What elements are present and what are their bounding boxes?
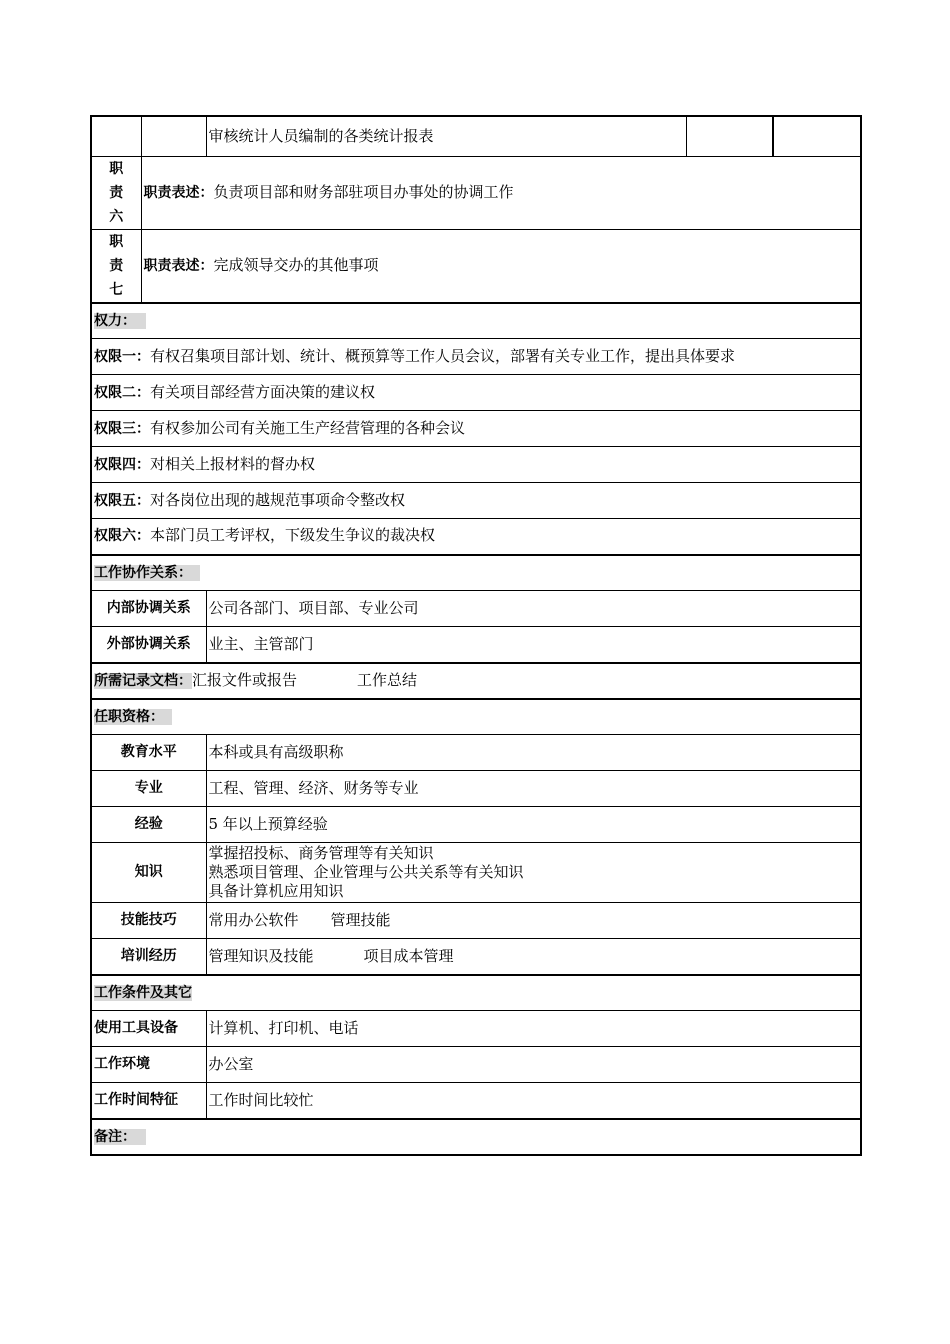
power-item-row <box>91 375 861 411</box>
qualifications-title: 任职资格： <box>94 708 164 725</box>
knowledge-line: 熟悉项目管理、企业管理与公共关系等有关知识 <box>208 863 524 881</box>
knowledge-label: 知识 <box>91 843 206 903</box>
duty-seven-char-1: 职 <box>109 233 124 250</box>
external-relations-label: 外部协调关系 <box>91 627 206 663</box>
relations-title-cell <box>91 555 861 591</box>
duty-seven-label <box>91 229 141 303</box>
records-cell <box>91 663 861 699</box>
duty-six-char-2: 责 <box>109 184 124 201</box>
power-item-text: 有权参加公司有关施工生产经营管理的各种会议 <box>150 418 466 437</box>
duty-seven-char-3: 七 <box>109 281 124 298</box>
training-value-1: 管理知识及技能 <box>208 946 314 965</box>
power-title-cell <box>91 303 861 339</box>
knowledge-value <box>206 843 861 903</box>
duty-six-description <box>141 156 861 229</box>
environment-value: 办公室 <box>206 1047 861 1083</box>
duty-six-desc-label: 职责表述： <box>143 184 214 201</box>
work-time-label: 工作时间特征 <box>91 1083 206 1119</box>
records-row <box>91 663 861 699</box>
empty-cell <box>773 116 861 156</box>
skills-row <box>91 903 861 939</box>
power-item-row <box>91 519 861 555</box>
training-value-2: 项目成本管理 <box>363 946 454 965</box>
education-row <box>91 735 861 771</box>
power-item-label: 权限二： <box>94 384 150 401</box>
knowledge-row <box>91 843 861 903</box>
experience-value: 5 年以上预算经验 <box>206 807 861 843</box>
power-item-text: 有权召集项目部计划、统计、概预算等工作人员会议，部署有关专业工作，提出具体要求 <box>150 346 736 365</box>
duty-six-char-3: 六 <box>109 208 124 225</box>
duty-seven-description <box>141 229 861 303</box>
environment-row <box>91 1047 861 1083</box>
power-item-row <box>91 483 861 519</box>
education-label: 教育水平 <box>91 735 206 771</box>
power-item-1 <box>91 339 861 375</box>
job-description-page <box>90 115 860 1156</box>
duty-seven-desc-label: 职责表述： <box>143 257 214 274</box>
power-item-4 <box>91 447 861 483</box>
major-value: 工程、管理、经济、财务等专业 <box>206 771 861 807</box>
education-value: 本科或具有高级职称 <box>206 735 861 771</box>
power-item-text: 对相关上报材料的督办权 <box>150 454 316 473</box>
duty-six-desc-text: 负责项目部和财务部驻项目办事处的协调工作 <box>213 182 514 201</box>
experience-row <box>91 807 861 843</box>
conditions-title: 工作条件及其它 <box>94 984 192 1001</box>
external-relations-value: 业主、主管部门 <box>206 627 861 663</box>
qualifications-title-cell <box>91 699 861 735</box>
empty-cell <box>91 116 141 156</box>
tools-label: 使用工具设备 <box>91 1011 206 1047</box>
conditions-title-cell <box>91 975 861 1011</box>
skills-value-2: 管理技能 <box>330 911 391 929</box>
power-item-2 <box>91 375 861 411</box>
skills-label: 技能技巧 <box>91 903 206 939</box>
major-label: 专业 <box>91 771 206 807</box>
records-label: 所需记录文档： <box>94 672 192 689</box>
work-time-row <box>91 1083 861 1119</box>
empty-cell <box>686 116 773 156</box>
major-row <box>91 771 861 807</box>
internal-relations-label: 内部协调关系 <box>91 591 206 627</box>
power-item-label: 权限六： <box>94 528 150 545</box>
notes-cell <box>91 1119 861 1155</box>
conditions-title-row <box>91 975 861 1011</box>
power-item-label: 权限四： <box>94 456 150 473</box>
work-time-value: 工作时间比较忙 <box>206 1083 861 1119</box>
training-label: 培训经历 <box>91 939 206 975</box>
power-item-text: 本部门员工考评权，下级发生争议的裁决权 <box>150 526 436 545</box>
records-value-1: 汇报文件或报告 <box>192 670 298 689</box>
duty-task-text: 审核统计人员编制的各类统计报表 <box>206 116 686 156</box>
internal-relations-value: 公司各部门、项目部、专业公司 <box>206 591 861 627</box>
power-item-row <box>91 411 861 447</box>
duty-six-char-1: 职 <box>109 160 124 177</box>
duty-six-label <box>91 156 141 229</box>
tools-row <box>91 1011 861 1047</box>
internal-relations-row <box>91 591 861 627</box>
notes-label: 备注： <box>94 1128 136 1145</box>
empty-cell <box>141 116 206 156</box>
duty-six-row <box>91 156 861 229</box>
power-item-3 <box>91 411 861 447</box>
skills-value <box>206 903 861 939</box>
relations-title-row <box>91 555 861 591</box>
records-value-2: 工作总结 <box>357 670 418 689</box>
power-item-row <box>91 447 861 483</box>
duty-seven-char-2: 责 <box>109 257 124 274</box>
tools-value: 计算机、打印机、电话 <box>206 1011 861 1047</box>
external-relations-row <box>91 627 861 663</box>
duty-seven-row <box>91 229 861 303</box>
power-item-5 <box>91 483 861 519</box>
experience-label: 经验 <box>91 807 206 843</box>
skills-value-1: 常用办公软件 <box>208 911 299 929</box>
power-item-text: 对各岗位出现的越规范事项命令整改权 <box>150 490 406 509</box>
qualifications-title-row <box>91 699 861 735</box>
notes-row <box>91 1119 861 1155</box>
power-title: 权力： <box>94 312 136 329</box>
power-item-label: 权限一： <box>94 348 150 365</box>
relations-title: 工作协作关系： <box>94 564 192 581</box>
training-row <box>91 939 861 975</box>
environment-label: 工作环境 <box>91 1047 206 1083</box>
duty-continuation-row <box>91 116 861 156</box>
knowledge-line: 掌握招投标、商务管理等有关知识 <box>208 844 434 862</box>
power-item-text: 有关项目部经营方面决策的建议权 <box>150 382 376 401</box>
power-title-row <box>91 303 861 339</box>
training-value <box>206 939 861 975</box>
job-description-table <box>90 115 862 1156</box>
power-item-label: 权限五： <box>94 492 150 509</box>
power-item-row <box>91 339 861 375</box>
power-item-label: 权限三： <box>94 420 150 437</box>
duty-seven-desc-text: 完成领导交办的其他事项 <box>213 255 379 274</box>
power-item-6 <box>91 519 861 555</box>
knowledge-line: 具备计算机应用知识 <box>208 882 344 900</box>
